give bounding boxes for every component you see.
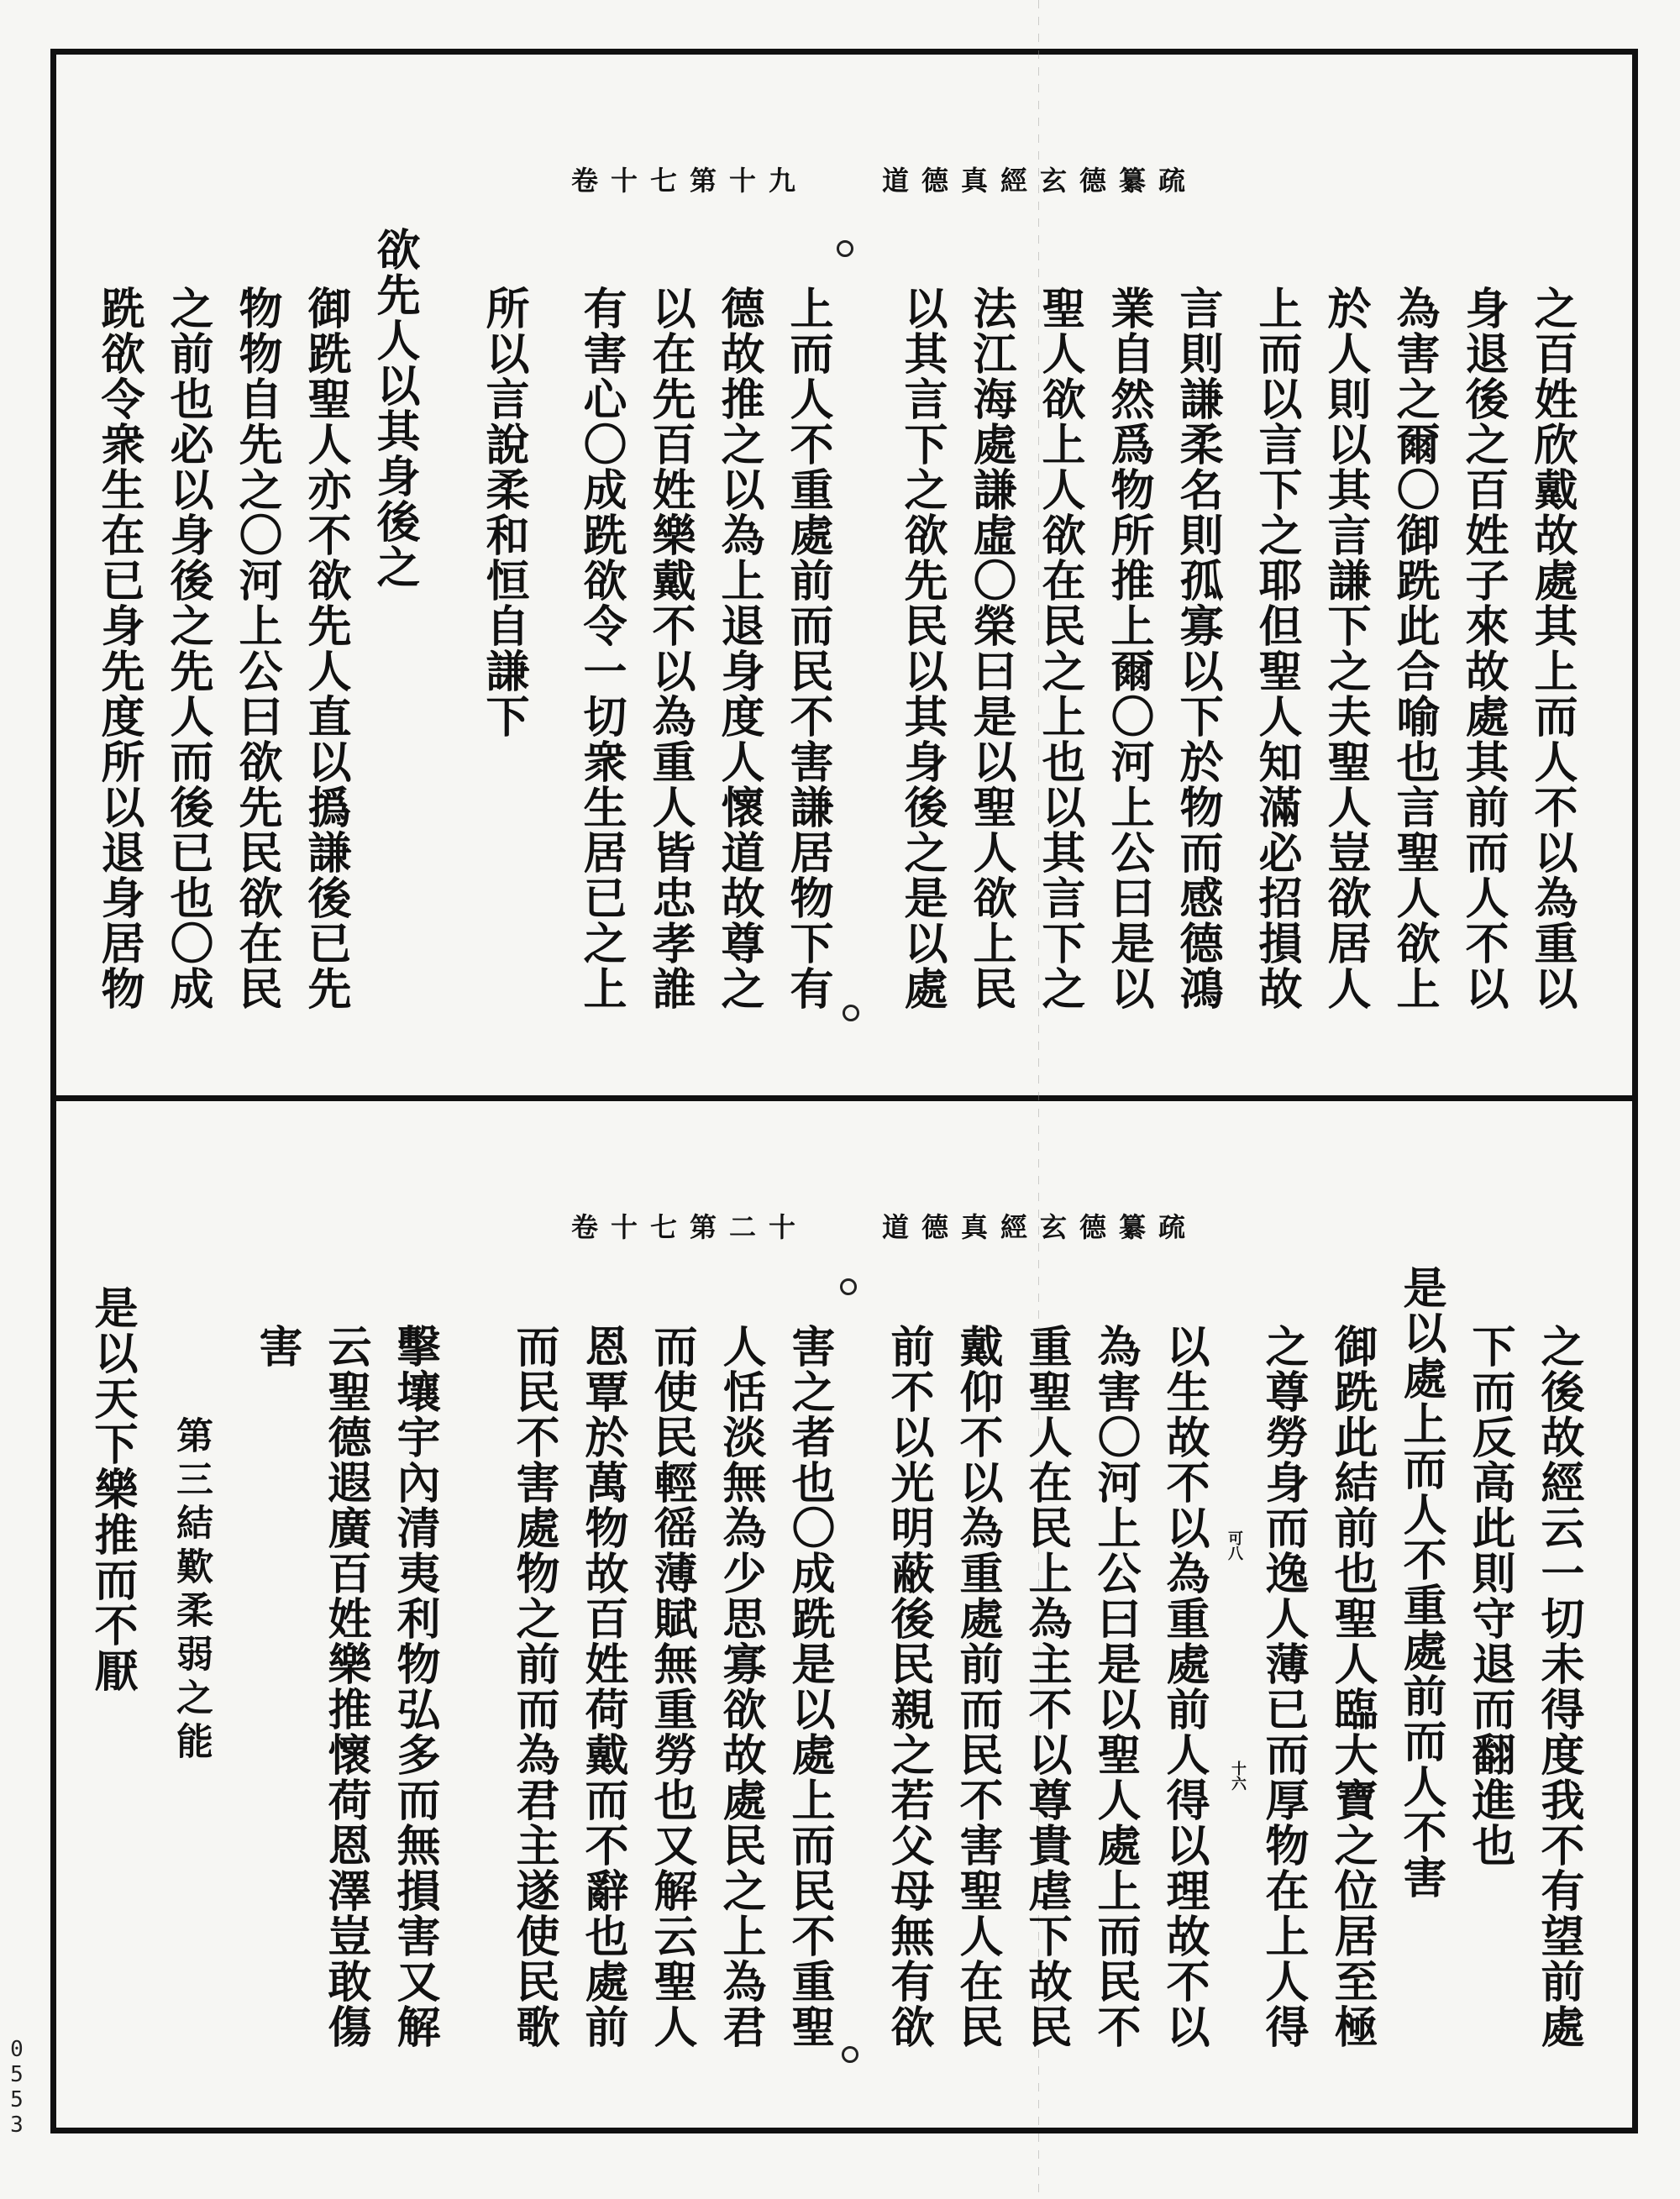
text-column: 為害之爾〇御跣此合喻也言聖人欲上 <box>1389 286 1440 1011</box>
text-column: 上而人不重處前而民不害謙居物下有 <box>782 286 833 1011</box>
text-column: 以生故不以為重處前人得以理故不以 <box>1158 1324 1210 2049</box>
text-column: 為害〇河上公曰是以聖人處上而民不 <box>1089 1324 1141 2049</box>
margin-note: 十六 <box>1229 1761 1247 1791</box>
text-column: 德故推之以為上退身度人懷道故尊之 <box>713 286 764 1011</box>
text-column: 之前也必以身後之先人而後已也〇成 <box>162 286 213 1011</box>
text-column: 而民不害處物之前而為君主遂使民歌 <box>508 1324 559 2049</box>
circle-mark <box>843 1005 859 1021</box>
text-column: 御跣聖人亦不欲先人直以撝謙後已先 <box>300 286 351 1011</box>
text-column: 是以天下樂推而不厭 <box>87 1285 138 1693</box>
text-column: 以在先百姓樂戴不以為重人皆忠孝誰 <box>644 286 696 1011</box>
circle-mark <box>840 1278 857 1295</box>
section-heading: 第三結歎柔弱之能 <box>170 1416 213 1766</box>
text-column: 云聖德遐廣百姓樂推懷荷恩澤豈敢傷 <box>320 1324 371 2049</box>
text-column: 擊壤宇內清夷利物弘多而無損害又解 <box>389 1324 440 2049</box>
circle-mark <box>837 240 853 257</box>
text-column: 戴仰不以為重處前而民不害聖人在民 <box>952 1324 1003 2049</box>
margin-note: 可八 <box>1226 1530 1243 1561</box>
text-column: 上而以言下之耶但聖人知滿必招損故 <box>1251 286 1302 1011</box>
text-column: 人恬淡無為少思寡欲故處民之上為君 <box>715 1324 766 2049</box>
circle-mark <box>842 2046 858 2063</box>
text-column: 法江海處謙虛〇榮曰是以聖人欲上民 <box>965 286 1016 1011</box>
page-number: 0 5 5 3 <box>10 2037 24 2138</box>
text-column: 重聖人在民上為主不以尊貴虐下故民 <box>1021 1324 1072 2049</box>
bottom-header-left: 卷十七第二十 <box>571 1211 809 1243</box>
text-column: 之百姓欣戴故處其上而人不以為重以 <box>1526 286 1578 1011</box>
text-column: 害 <box>251 1324 302 1369</box>
bottom-header-right: 道德真經玄德纂疏 <box>882 1211 1199 1243</box>
text-column: 所以言說柔和恒自謙下 <box>478 286 529 739</box>
text-column: 身退後之百姓子來故處其前而人不以 <box>1457 286 1509 1011</box>
text-column: 物物自先之〇河上公曰欲先民欲在民 <box>231 286 282 1011</box>
top-header-right: 道德真經玄德纂疏 <box>882 165 1199 197</box>
text-column: 有害心〇成跣欲令一切衆生居已之上 <box>575 286 627 1011</box>
text-column: 下而反高此則守退而翻進也 <box>1464 1324 1515 1868</box>
text-column: 跣欲令衆生在已身先度所以退身居物 <box>93 286 144 1011</box>
text-column: 言則謙柔名則孤寡以下於物而感德鴻 <box>1172 286 1223 1011</box>
text-column: 之後故經云一切未得度我不有望前處 <box>1533 1324 1584 2049</box>
text-column: 業自然爲物所推上爾〇河上公曰是以 <box>1103 286 1154 1011</box>
top-header-left: 卷十七第十九 <box>571 165 809 197</box>
text-column: 欲先人以其身後之 <box>369 227 420 590</box>
text-column: 以其言下之欲先民以其身後之是以處 <box>896 286 948 1011</box>
text-column: 聖人欲上人欲在民之上也以其言下之 <box>1034 286 1085 1011</box>
text-column: 於人則以其言謙下之夫聖人豈欲居人 <box>1320 286 1371 1011</box>
text-column: 之尊勞身而逸人薄已而厚物在上人得 <box>1257 1324 1309 2049</box>
text-column: 是以處上而人不重處前而人不害 <box>1395 1265 1446 1900</box>
panel-divider <box>50 1095 1638 1101</box>
text-column: 御跣此結前也聖人臨大寶之位居至極 <box>1326 1324 1378 2049</box>
text-column: 而使民輕徭薄賦無重勞也又解云聖人 <box>646 1324 697 2049</box>
text-column: 恩覃於萬物故百姓荷戴而不辭也處前 <box>577 1324 628 2049</box>
text-column: 前不以光明蔽後民親之若父母無有欲 <box>883 1324 934 2049</box>
text-column: 害之者也〇成跣是以處上而民不重聖 <box>784 1324 835 2049</box>
